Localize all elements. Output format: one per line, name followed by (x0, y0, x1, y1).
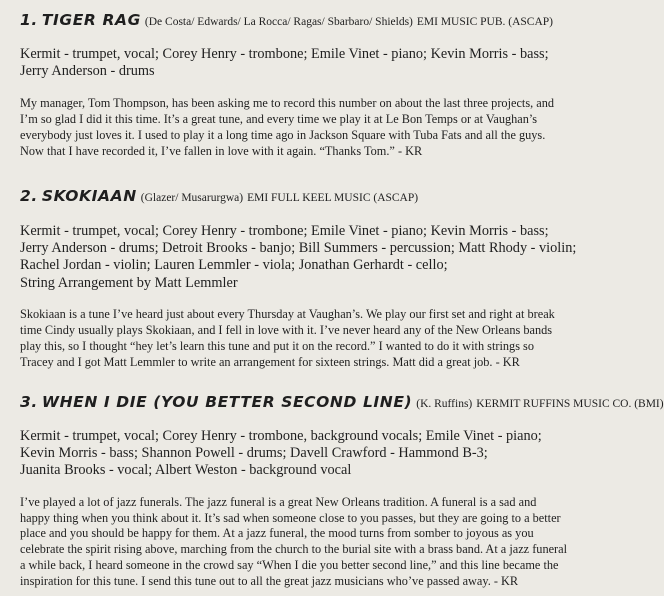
track-publisher: EMI FULL KEEL MUSIC (ASCAP) (247, 192, 419, 204)
notes-line: celebrate the spirit rising above, marching from the church to the burial site with a brass band. At a jazz funeral (20, 542, 568, 557)
notes-line: Now that I have recorded it, I’ve fallen in love with it again. “Thanks Tom.” - KR (20, 144, 423, 159)
track-number: 1. (20, 11, 38, 29)
track-notes (20, 96, 584, 160)
track-personnel (20, 428, 584, 480)
notes-line: My manager, Tom Thompson, has been asking me to record this number on about the last three projects, and (20, 96, 555, 111)
personnel-line: Juanita Brooks - vocal; Albert Weston - background vocal (20, 462, 352, 479)
personnel-line: Jerry Anderson - drums (20, 63, 155, 80)
track-1 (20, 10, 584, 160)
personnel-line: Kevin Morris - bass; Shannon Powell - drums; Davell Crawford - Hammond B-3; (20, 445, 488, 462)
track-2 (20, 186, 584, 370)
notes-line: time Cindy usually plays Skokiaan, and I fell in love with it. I’ve never heard any of the New Orleans bands (20, 322, 553, 337)
track-title-line (20, 186, 584, 208)
notes-line: a while back, I heard someone in the crowd say “When I die you better second line,” and this line became the (20, 558, 559, 573)
track-title: WHEN I DIE (YOU BETTER SECOND LINE) (41, 393, 413, 411)
track-title: TIGER RAG (41, 11, 141, 29)
notes-line: Tracey and I got Matt Lemmler to write an arrangement for sixteen strings. Matt did a great job. - KR (20, 354, 520, 369)
track-composers: (Glazer/ Musarurgwa) (140, 192, 244, 204)
track-personnel (20, 46, 584, 80)
track-number: 2. (20, 187, 38, 205)
notes-line: Skokiaan is a tune I’ve heard just about every Thursday at Vaughan’s. We play our first set and right at break (20, 306, 555, 321)
notes-line: happy thing when you think about it. It’s sad when someone close to you passes, but they are going to a better (20, 510, 561, 525)
notes-line: I’m so glad I did it this time. It’s a great tune, and every time we play it at Le Bon Temps or at Vaughan’s (20, 112, 538, 127)
notes-line: inspiration for this tune. I send this tune out to all the great jazz musicians who’ve passed away. - KR (20, 574, 519, 589)
personnel-line: Kermit - trumpet, vocal; Corey Henry - trombone, background vocals; Emile Vinet - piano; (20, 428, 542, 444)
track-notes (20, 307, 584, 371)
personnel-line: Jerry Anderson - drums; Detroit Brooks - banjo; Bill Summers - percussion; Matt Rhody - violin; (20, 240, 577, 257)
track-number: 3. (20, 393, 38, 411)
notes-line: place and you should be happy for them. At a jazz funeral, the mood turns from somber to joyous as you (20, 526, 534, 541)
track-composers: (De Costa/ Edwards/ La Rocca/ Ragas/ Sbarbaro/ Shields) (144, 16, 413, 28)
personnel-line: Rachel Jordan - violin; Lauren Lemmler - viola; Jonathan Gerhardt - cello; (20, 257, 448, 274)
personnel-line: Kermit - trumpet, vocal; Corey Henry - trombone; Emile Vinet - piano; Kevin Morris - bass; (20, 223, 549, 239)
track-publisher: EMI MUSIC PUB. (ASCAP) (416, 16, 553, 28)
track-title-line (20, 392, 664, 414)
notes-line: everybody just loves it. I used to play it a long time ago in Jackson Square with Tuba Fats and all the guys. (20, 128, 546, 143)
notes-line: play this, so I thought “hey let’s learn this tune and put it on the record.” I wanted to do it with strings so (20, 338, 534, 353)
track-publisher: KERMIT RUFFINS MUSIC CO. (BMI) (476, 398, 664, 410)
personnel-line: Kermit - trumpet, vocal; Corey Henry - trombone; Emile Vinet - piano; Kevin Morris - bass; (20, 46, 549, 62)
track-title: SKOKIAAN (41, 187, 137, 205)
notes-line: I’ve played a lot of jazz funerals. The jazz funeral is a great New Orleans tradition. A funeral is a sad and (20, 494, 537, 509)
track-composers: (K. Ruffins) (416, 398, 473, 410)
track-3 (20, 392, 664, 590)
personnel-line: String Arrangement by Matt Lemmler (20, 274, 238, 291)
track-title-line (20, 10, 584, 32)
track-notes (20, 495, 584, 590)
track-personnel (20, 223, 584, 292)
